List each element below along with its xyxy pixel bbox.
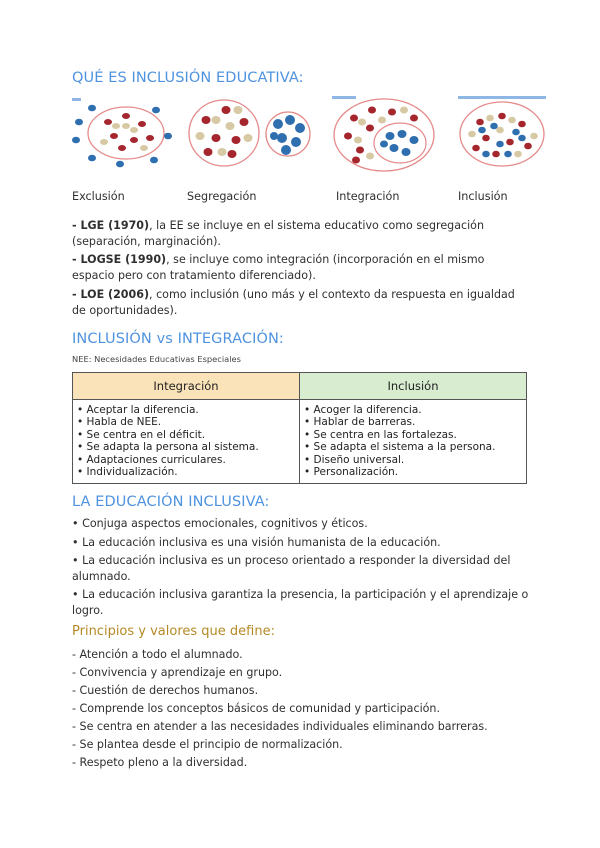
section-title-que-es: QUÉ ES INCLUSIÓN EDUCATIVA:	[72, 70, 304, 86]
inclusion-cell	[300, 400, 527, 484]
principles-subtitle: Principios y valores que define:	[72, 624, 275, 639]
integracion-cell	[73, 400, 300, 484]
integracion-diagram	[330, 96, 440, 176]
label-segregacion: Segregación	[187, 190, 257, 203]
header-inclusion: Inclusión	[300, 373, 527, 400]
list-item: • Personalización.	[304, 466, 399, 479]
label-integracion: Integración	[336, 190, 400, 203]
list-item: • Se adapta la persona al sistema.	[77, 441, 259, 454]
list-item: • Se centra en las fortalezas.	[304, 428, 457, 441]
principle-item: - Atención a todo el alumnado.	[72, 648, 243, 661]
list-item: • Diseño universal.	[304, 453, 405, 466]
comparison-table	[72, 372, 527, 484]
list-item: • Individualización.	[77, 466, 178, 479]
header-integracion: Integración	[73, 373, 300, 400]
list-item: • Acoger la diferencia.	[304, 404, 422, 416]
principle-item: - Se centra en atender a las necesidades individuales eliminando barreras.	[72, 720, 488, 733]
list-item: • Habla de NEE.	[77, 416, 162, 429]
inclusion-diagram	[456, 96, 548, 170]
principle-item: - Respeto pleno a la diversidad.	[72, 756, 248, 769]
principle-item: - Convivencia y aprendizaje en grupo.	[72, 666, 283, 679]
bullet-item: • La educación inclusiva es una visión humanista de la educación.	[72, 536, 441, 549]
section-title-inclusion-vs-integracion: INCLUSIÓN vs INTEGRACIÓN:	[72, 331, 284, 347]
bullet-item: • La educación inclusiva es un proceso orientado a responder la diversidad del alumnado.	[72, 554, 511, 583]
law-logse: - LOGSE (1990), se incluye como integración (incorporación en el mismo espacio pero con tratamiento diferenciado).	[72, 253, 485, 282]
nee-note: NEE: Necesidades Educativas Especiales	[72, 354, 241, 364]
law-loe: - LOE (2006), como inclusión (uno más y el contexto da respuesta en igualdad de oportunidades).	[72, 288, 515, 317]
label-inclusion: Inclusión	[458, 190, 508, 203]
exclusion-diagram	[70, 96, 178, 170]
bullet-item: • La educación inclusiva garantiza la presencia, la participación y el aprendizaje o logro.	[72, 588, 529, 617]
list-item: • Hablar de barreras.	[304, 416, 416, 429]
principle-item: - Se plantea desde el principio de normalización.	[72, 738, 343, 751]
label-exclusion: Exclusión	[72, 190, 125, 203]
section-title-educacion-inclusiva: LA EDUCACIÓN INCLUSIVA:	[72, 494, 270, 510]
law-lge: - LGE (1970), la EE se incluye en el sistema educativo como segregación (separación, marginación).	[72, 219, 484, 248]
list-item: • Se centra en el déficit.	[77, 428, 206, 441]
principle-item: - Cuestión de derechos humanos.	[72, 684, 259, 697]
bullet-item: • Conjuga aspectos emocionales, cognitivos y éticos.	[72, 517, 368, 530]
list-item: • Se adapta el sistema a la persona.	[304, 441, 496, 454]
segregacion-diagram	[186, 96, 316, 170]
list-item: • Aceptar la diferencia.	[77, 404, 199, 416]
principle-item: - Comprende los conceptos básicos de comunidad y participación.	[72, 702, 440, 715]
list-item: • Adaptaciones curriculares.	[77, 453, 226, 466]
